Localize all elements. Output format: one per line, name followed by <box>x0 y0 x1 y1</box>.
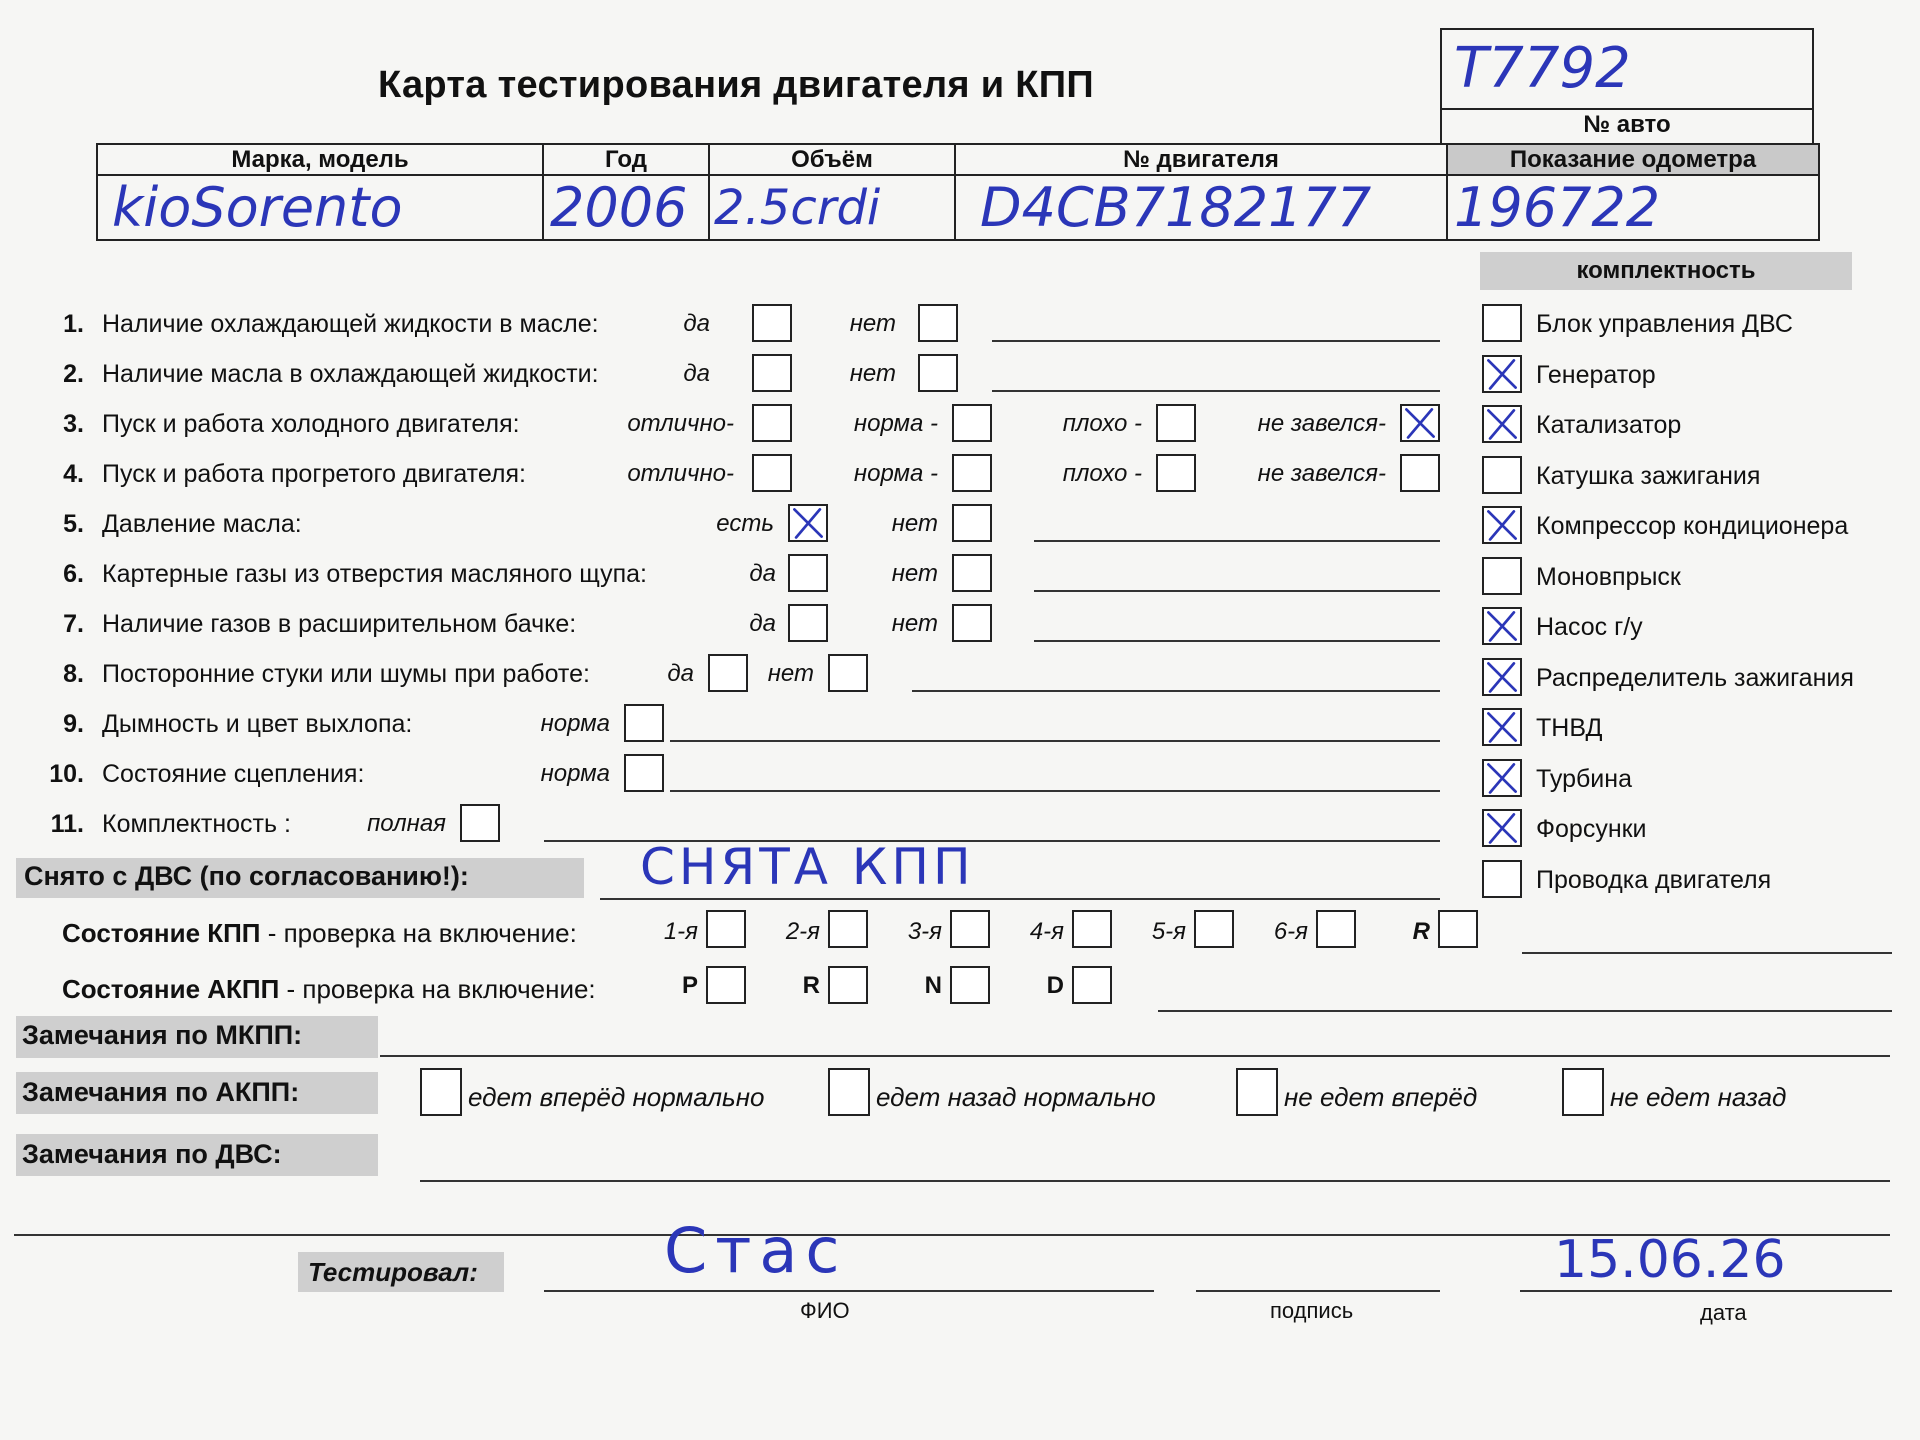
question-option-label: да <box>749 610 776 637</box>
date-caption: дата <box>1700 1300 1747 1325</box>
question-number: 6. <box>63 560 84 588</box>
mkpp-gear-label: 2-я <box>785 918 820 945</box>
akpp-remark-checkbox[interactable] <box>420 1068 462 1116</box>
question-number: 1. <box>63 310 84 338</box>
question-note-line[interactable] <box>912 690 1440 692</box>
question-option-label: норма - <box>853 460 938 487</box>
test-date[interactable]: 15.06.26 <box>1554 1230 1786 1290</box>
auto-number-label-cell <box>1440 106 1814 145</box>
mkpp-gear-label: 1-я <box>663 918 698 945</box>
question-note-line[interactable] <box>992 390 1440 392</box>
remarks-mkpp-line[interactable] <box>380 1055 1890 1057</box>
question-option-label: нет <box>891 610 938 637</box>
akpp-gear-label: P <box>681 972 698 999</box>
auto-number-box <box>1440 28 1814 110</box>
tested-by-label: Тестировал: <box>308 1257 478 1287</box>
completeness-item-label: Моновпрыск <box>1536 562 1681 591</box>
completeness-item-label: Форсунки <box>1536 815 1647 843</box>
question-option-checkbox[interactable] <box>624 704 664 742</box>
question-note-line[interactable] <box>670 790 1440 792</box>
question-option-label: полная <box>367 810 446 837</box>
completeness-item-label: Катализатор <box>1536 411 1682 439</box>
model-value[interactable]: kioSorento <box>97 175 543 240</box>
question-option-label: нет <box>767 660 814 687</box>
question-number: 4. <box>63 460 84 488</box>
akpp-remark-label: едет назад нормально <box>876 1082 1156 1112</box>
completeness-item-label: Турбина <box>1536 764 1632 793</box>
question-note-line[interactable] <box>1034 590 1440 592</box>
question-number: 5. <box>63 510 84 538</box>
question-option-label: отлично- <box>627 410 734 437</box>
completeness-header <box>1480 252 1852 290</box>
completeness-checkbox[interactable] <box>1482 607 1522 645</box>
akpp-remark-label: едет вперёд нормально <box>468 1082 765 1112</box>
question-option-checkbox[interactable] <box>952 554 992 592</box>
mkpp-gear-label: 3-я <box>907 918 942 945</box>
question-option-label: плохо - <box>1062 460 1142 487</box>
akpp-label <box>62 974 596 1005</box>
question-option-checkbox[interactable] <box>1400 404 1440 442</box>
question-option-label: нет <box>891 560 938 587</box>
akpp-remark-label: не едет вперёд <box>1284 1082 1478 1112</box>
question-option-checkbox[interactable] <box>1400 454 1440 492</box>
akpp-remark-label: не едет назад <box>1610 1082 1787 1112</box>
question-text: Комплектность : <box>102 810 291 838</box>
mkpp-gear-label: R <box>1412 918 1430 945</box>
question-text: Посторонние стуки или шумы при работе: <box>102 660 590 688</box>
mkpp-gear-label: 5-я <box>1151 918 1186 945</box>
completeness-item-label: Компрессор кондиционера <box>1536 512 1849 540</box>
name-line <box>544 1290 1154 1292</box>
question-option-checkbox[interactable] <box>828 654 868 692</box>
removed-line <box>600 898 1440 900</box>
question-text: Состояние сцепления: <box>102 760 365 788</box>
question-option-label: отлично- <box>627 460 734 487</box>
question-option-checkbox[interactable] <box>1156 404 1196 442</box>
question-text: Дымность и цвет выхлопа: <box>102 710 413 738</box>
volume-value[interactable]: 2.5crdi <box>709 175 955 240</box>
remarks-dvs-label: Замечания по ДВС: <box>22 1139 282 1169</box>
completeness-item-label: Генератор <box>1536 360 1656 389</box>
date-line <box>1520 1290 1892 1292</box>
question-option-label: норма - <box>853 410 938 437</box>
akpp-remark-checkbox[interactable] <box>1562 1068 1604 1116</box>
col-header-year: Год <box>543 144 709 175</box>
question-number: 10. <box>49 760 84 788</box>
question-note-line[interactable] <box>992 340 1440 342</box>
odometer-value[interactable]: 196722 <box>1447 175 1819 240</box>
mkpp-label <box>62 918 577 949</box>
completeness-checkbox[interactable] <box>1482 506 1522 544</box>
signature-caption: подпись <box>1270 1298 1354 1323</box>
completeness-header-label: комплектность <box>1576 257 1756 284</box>
akpp-gear-checkbox[interactable] <box>1072 966 1112 1004</box>
question-option-checkbox[interactable] <box>918 304 958 342</box>
akpp-gear-label: D <box>1046 972 1064 999</box>
akpp-note-line[interactable] <box>1158 1010 1892 1012</box>
question-note-line[interactable] <box>1034 640 1440 642</box>
completeness-checkbox[interactable] <box>1482 405 1522 443</box>
question-number: 3. <box>63 410 84 438</box>
question-option-label: да <box>667 660 694 687</box>
question-option-label: нет <box>891 510 938 537</box>
akpp-remark-checkbox[interactable] <box>1236 1068 1278 1116</box>
completeness-item-label: ТНВД <box>1536 714 1603 742</box>
remarks-dvs-line-1[interactable] <box>420 1180 1890 1182</box>
question-number: 11. <box>50 810 84 838</box>
year-value[interactable]: 2006 <box>543 175 709 240</box>
question-text: Давление масла: <box>102 510 302 538</box>
question-option-label: нет <box>849 310 896 337</box>
akpp-label-rest: - проверка на включение: <box>279 974 596 1004</box>
question-option-checkbox[interactable] <box>952 604 992 642</box>
question-option-label: норма <box>540 760 610 787</box>
completeness-checkbox[interactable] <box>1482 708 1522 746</box>
mkpp-gear-checkbox[interactable] <box>1438 910 1478 948</box>
question-number: 9. <box>63 710 84 738</box>
question-option-label: да <box>683 360 710 387</box>
question-note-line[interactable] <box>670 740 1440 742</box>
question-option-label: нет <box>849 360 896 387</box>
removed-label: Снято с ДВС (по согласованию!): <box>24 861 469 891</box>
question-number: 7. <box>63 610 84 638</box>
mkpp-gear-label: 6-я <box>1273 918 1308 945</box>
question-number: 8. <box>63 660 84 688</box>
question-option-label: да <box>749 560 776 587</box>
completeness-checkbox[interactable] <box>1482 456 1522 494</box>
completeness-checkbox[interactable] <box>1482 809 1522 847</box>
completeness-item-label: Распределитель зажигания <box>1536 663 1854 692</box>
question-text: Картерные газы из отверстия масляного щупа: <box>102 560 647 588</box>
remarks-mkpp-label: Замечания по МКПП: <box>22 1020 303 1050</box>
completeness-checkbox[interactable] <box>1482 658 1522 696</box>
akpp-remark-checkbox[interactable] <box>828 1068 870 1116</box>
question-option-label: есть <box>716 510 774 537</box>
vehicle-info-table <box>96 143 1820 241</box>
question-option-checkbox[interactable] <box>918 354 958 392</box>
question-option-label: норма <box>540 710 610 737</box>
completeness-checkbox[interactable] <box>1482 759 1522 797</box>
tester-name[interactable]: Стас <box>664 1214 848 1287</box>
question-option-checkbox[interactable] <box>1156 454 1196 492</box>
completeness-item-label: Насос г/у <box>1536 613 1643 641</box>
question-note-line[interactable] <box>1034 540 1440 542</box>
col-header-model: Марка, модель <box>97 144 543 175</box>
question-text: Наличие газов в расширительном бачке: <box>102 610 577 638</box>
removed-value[interactable]: СНЯТА КПП <box>640 838 975 896</box>
mkpp-label-rest: - проверка на включение: <box>260 918 577 948</box>
question-option-label: не завелся- <box>1257 460 1386 487</box>
engine-number-value[interactable]: D4CB7182177 <box>955 175 1447 240</box>
question-option-checkbox[interactable] <box>952 504 992 542</box>
completeness-checkbox[interactable] <box>1482 557 1522 595</box>
auto-number-value[interactable]: T7792 <box>1454 36 1631 101</box>
akpp-label-bold: Состояние АКПП <box>62 974 280 1004</box>
question-option-label: плохо - <box>1062 410 1142 437</box>
completeness-checkbox[interactable] <box>1482 304 1522 342</box>
name-caption: ФИО <box>800 1298 850 1323</box>
col-header-odometer: Показание одометра <box>1447 144 1819 175</box>
akpp-gear-label: R <box>802 972 820 999</box>
question-text: Наличие охлаждающей жидкости в масле: <box>102 310 599 338</box>
mkpp-label-bold: Состояние КПП <box>62 918 261 948</box>
remarks-akpp-label: Замечания по АКПП: <box>22 1077 300 1107</box>
question-number: 2. <box>63 360 84 388</box>
completeness-item-label: Катушка зажигания <box>1536 461 1761 490</box>
question-option-label: не завелся- <box>1257 410 1386 437</box>
completeness-checkbox[interactable] <box>1482 860 1522 898</box>
col-header-volume: Объём <box>709 144 955 175</box>
completeness-checkbox[interactable] <box>1482 355 1522 393</box>
question-option-checkbox[interactable] <box>460 804 500 842</box>
question-option-label: да <box>683 310 710 337</box>
completeness-item-label: Блок управления ДВС <box>1536 310 1793 338</box>
question-text: Пуск и работа холодного двигателя: <box>102 410 520 438</box>
question-text: Наличие масла в охлаждающей жидкости: <box>102 360 599 388</box>
signature-line <box>1196 1290 1440 1292</box>
auto-number-label: № авто <box>1583 111 1671 138</box>
col-header-engine-number: № двигателя <box>955 144 1447 175</box>
mkpp-note-line[interactable] <box>1522 952 1892 954</box>
page-title: Карта тестирования двигателя и КПП <box>378 64 1094 106</box>
completeness-item-label: Проводка двигателя <box>1536 865 1772 894</box>
mkpp-gear-label: 4-я <box>1029 918 1064 945</box>
akpp-gear-label: N <box>924 972 942 999</box>
question-text: Пуск и работа прогретого двигателя: <box>102 460 526 488</box>
question-option-checkbox[interactable] <box>624 754 664 792</box>
